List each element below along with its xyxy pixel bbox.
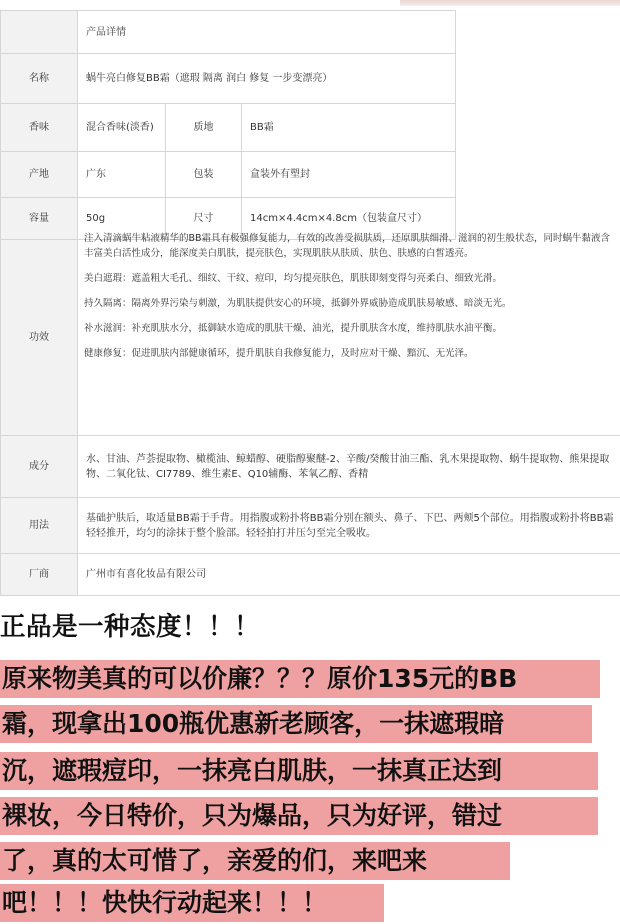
- manufacturer-value: 广州市有喜化妆品有限公司: [78, 554, 620, 596]
- origin-value: 广东: [78, 152, 166, 198]
- efficacy-intro: 注入清滴蜗牛粘液精华的BB霜具有极强修复能力，有效的改善受损肤质，还原肌肤细滑、滋润的初生般状态，同时蜗牛黏液含丰富美白活性成分，能深度美白肌肤，提亮肤色，实现肌肤从肤质、肤色、肤感的白皙透亮。: [84, 233, 611, 259]
- ingredients-text: 水、甘油、芦荟提取物、橄榄油、鲸蜡醇、硬脂醇聚醚-2、辛酸/癸酸甘油三酯、乳木果提取物、蜗牛提取物、熊果提取物、二氧化钛、CI7789、维生素E、Q10辅酶、苯氧乙醇、香精: [86, 453, 610, 480]
- promo-line-5: 了，真的太可惜了，亲爱的们，来吧来: [0, 842, 510, 880]
- efficacy-hydration: 补水滋润：补充肌肤水分，抵御缺水造成的肌肤干燥、油光，提升肌肤含水度，维持肌肤水油平衡。: [84, 323, 503, 334]
- usage-text: 基础护肤后，取适量BB霜于手背。用指腹或粉扑将BB霜分别在额头、鼻子、下巴、两颊5个部位。用指腹或粉扑将BB霜轻轻推开，均匀的涂抹于整个脸部。轻轻拍打并压匀至完全吸收。: [86, 512, 614, 539]
- ingredients-value: [78, 436, 620, 498]
- promo-line-6: 吧！！！快快行动起来！！！: [0, 884, 384, 922]
- efficacy-label: 功效: [0, 240, 78, 436]
- ingredients-label: 成分: [0, 436, 78, 498]
- texture-label: 质地: [166, 104, 242, 152]
- size-value: 14cm×4.4cm×4.8cm（包装盒尺寸）: [242, 198, 456, 240]
- scent-value: 混合香味(淡香): [78, 104, 166, 152]
- name-value: 蜗牛亮白修复BB霜（遮瑕 隔离 润白 修复 一步变漂亮）: [78, 54, 456, 104]
- capacity-value: 50g: [78, 198, 166, 240]
- manufacturer-label: 厂商: [0, 554, 78, 596]
- promo-line-3: 沉，遮瑕痘印，一抹亮白肌肤，一抹真正达到: [0, 752, 598, 790]
- scent-label: 香味: [0, 104, 78, 152]
- origin-label: 产地: [0, 152, 78, 198]
- efficacy-repair: 健康修复：促进肌肤内部健康循环，提升肌肤自我修复能力，及时应对干燥、黯沉、无光泽。: [84, 348, 474, 359]
- promo-line-2: 霜，现拿出100瓶优惠新老顾客，一抹遮瑕暗: [0, 705, 592, 743]
- usage-value: [78, 498, 620, 554]
- promo-line-4: 裸妆，今日特价，只为爆品，只为好评，错过: [0, 797, 598, 835]
- efficacy-paragraphs: [84, 231, 614, 371]
- promo-line-1: 原来物美真的可以价廉？？？原价135元的BB: [0, 660, 600, 698]
- name-label: 名称: [0, 54, 78, 104]
- size-label: 尺寸: [166, 198, 242, 240]
- efficacy-whitening: 美白遮瑕：遮盖粗大毛孔、细纹、干纹、痘印，均匀提亮肤色，肌肤即刻变得匀亮柔白、细致光滑。: [84, 273, 503, 284]
- table-header-title: 产品详情: [78, 10, 456, 54]
- packaging-label: 包装: [166, 152, 242, 198]
- efficacy-isolation: 持久隔离：隔离外界污染与刺激，为肌肤提供安心的环境，抵御外界威胁造成肌肤易敏感、暗淡无光。: [84, 298, 512, 309]
- usage-label: 用法: [0, 498, 78, 554]
- texture-value: BB霜: [242, 104, 456, 152]
- header-blank-cell: [0, 10, 78, 54]
- packaging-value: 盒装外有塑封: [242, 152, 456, 198]
- top-decor-strip: [400, 0, 620, 6]
- promo-headline: 正品是一种态度！！！: [0, 612, 261, 642]
- capacity-label: 容量: [0, 198, 78, 240]
